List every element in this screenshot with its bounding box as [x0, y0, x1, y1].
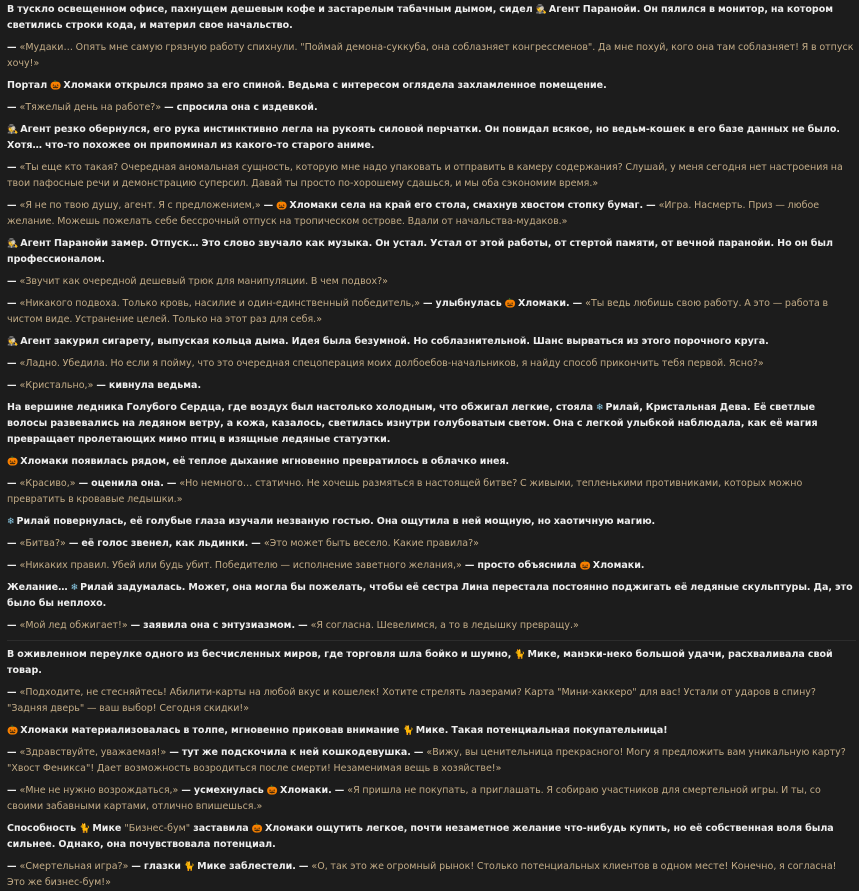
narration-text: — — [7, 620, 20, 631]
agent-icon: 🕵 — [535, 5, 547, 15]
narration-text: В тускло освещенном офисе, пахнущем дешевым кофе и застарелым табачным дымом, сидел — [7, 4, 536, 15]
pumpkin-icon: 🎃 — [504, 299, 516, 309]
narration-text: — — [260, 200, 277, 211]
agent-icon: 🕵 — [7, 337, 19, 347]
paragraph — [7, 476, 856, 508]
paragraph — [7, 821, 856, 853]
paragraph — [7, 723, 856, 739]
narration-text: заставила — [190, 823, 252, 834]
dialogue-quote: «Ты ведь любишь свою работу. А это — работа в чистом виде. Устранение целей. Только на этот раз для себя.» — [7, 298, 829, 325]
paragraph — [7, 236, 856, 268]
narration-text: — её голос звенел, как льдинки. — — [65, 538, 264, 549]
paragraph — [7, 160, 856, 192]
dialogue-quote: «Никаких правил. Убей или будь убит. Победителю — исполнение заветного желания,» — [19, 560, 462, 571]
narration-text: Агент Паранойи замер. Отпуск… Это слово звучало как музыка. Он устал. Устал от этой работы, от стертой памяти, от вечной паранойи. Но он был профессионалом. — [7, 238, 833, 265]
narration-text: — — [7, 861, 20, 872]
dialogue-quote: «Красиво,» — [19, 478, 76, 489]
dialogue-quote: «Но немного… статично. Не хочешь размяться в настоящей битве? С живыми, тепленькими противниками, которых можно превратить в кровавые ледышки.» — [7, 478, 803, 505]
narration-text: Портал — [7, 80, 51, 91]
narration-text: — — [7, 380, 20, 391]
narration-text: — — [7, 162, 20, 173]
paragraph — [7, 198, 856, 230]
dialogue-quote: «Я не по твою душу, агент. Я с предложением,» — [19, 200, 261, 211]
paragraph — [7, 274, 856, 290]
paragraph — [7, 378, 856, 394]
paragraph — [7, 859, 856, 891]
paragraph — [7, 536, 856, 552]
narration-text: Мике. Такая потенциальная покупательница! — [415, 725, 668, 736]
narration-text: — — [7, 298, 20, 309]
narration-text: Хломаки открылся прямо за его спиной. Ведьма с интересом оглядела захламленное помещение. — [63, 80, 607, 91]
paragraph — [7, 400, 856, 448]
narration-text: Агент закурил сигарету, выпуская кольца дыма. Идея была безумной. Но соблазнительной. Шанс вырваться из этого порочного круга. — [20, 336, 769, 347]
narration-text: — — [7, 200, 20, 211]
narration-text: Рилай, Кристальная Дева. Её светлые волосы развевались на ледяном ветру, а кожа, казалось, светилась изнутри голубоватым светом. Она с легкой улыбкой наблюдала, как её магия превращает пролетающих мимо птиц в изящные ледяные статуэтки. — [7, 402, 818, 445]
dialogue-quote: «Смертельная игра?» — [19, 861, 129, 872]
narration-text: Агент Паранойи. Он пялился в монитор, на котором светились строки кода, и материл свое начальство. — [7, 4, 834, 31]
agent-icon: 🕵 — [7, 125, 19, 135]
dialogue-quote: "Бизнес-бум" — [124, 823, 191, 834]
snow-icon: ❄ — [7, 517, 15, 527]
paragraph — [7, 514, 856, 530]
dialogue-quote: «Мудаки… Опять мне самую грязную работу спихнули. "Поймай демона-суккуба, она соблазняет конгрессменов". Да мне похуй, кого она там соблазняет! Я в отпуск хочу!» — [7, 42, 854, 69]
narration-text: Хломаки. — [592, 560, 645, 571]
fox-icon: 🐈 — [402, 726, 414, 736]
narration-text: — — [7, 478, 20, 489]
narration-text: — — [7, 785, 20, 796]
dialogue-quote: «Никакого подвоха. Только кровь, насилие и один-единственный победитель,» — [19, 298, 421, 309]
dialogue-quote: «Игра. Насмерть. Приз — любое желание. Можешь пожелать себе бессрочный отпуск на тропическом острове. Вдали от начальства-мудаков.» — [7, 200, 820, 227]
dialogue-quote: «Ты еще кто такая? Очередная аномальная сущность, которую мне надо упаковать и отправить в камеру содержания? Слушай, у меня сегодня нет настроения на твои пафосные речи и демонстрацию суперсил. Давай ты просто по-хорошему сдашься, и мы оба сэкономим время.» — [7, 162, 843, 189]
narration-text: — — [7, 276, 20, 287]
narration-text: Хломаки ощутить легкое, почти незаметное желание что-нибудь купить, но её собственная воля была сильнее. Однако, она почувствовала потенциал. — [7, 823, 834, 850]
fox-icon: 🐈 — [183, 862, 196, 872]
narration-text: Хломаки села на край его стола, смахнув хвостом стопку бумаг. — — [289, 200, 659, 211]
paragraph — [7, 40, 856, 72]
agent-icon: 🕵 — [7, 239, 19, 249]
dialogue-quote: «Это может быть весело. Какие правила?» — [263, 538, 479, 549]
narration-text: Хломаки. — — [517, 298, 586, 309]
narration-text: — — [7, 747, 20, 758]
narration-text: — оценила она. — — [75, 478, 180, 489]
narration-text: — тут же подскочила к ней кошкодевушка. — — [166, 747, 427, 758]
paragraph — [7, 78, 856, 94]
paragraph — [7, 334, 856, 350]
pumpkin-icon: 🎃 — [276, 201, 288, 211]
narration-text: Мике, манэки-неко большой удачи, расхваливала свой товар. — [7, 649, 833, 676]
narration-text: Рилай повернулась, её голубые глаза изучали незваную гостью. Она ощутила в ней мощную, но хаотичную магию. — [16, 516, 656, 527]
paragraph — [7, 356, 856, 372]
paragraph — [7, 685, 856, 717]
pumpkin-icon: 🎃 — [266, 786, 279, 796]
fox-icon: 🐈 — [79, 824, 91, 834]
narration-text: На вершине ледника Голубого Сердца, где воздух был настолько холодным, что обжигал легкие, стояла — [7, 402, 596, 413]
paragraph — [7, 100, 856, 116]
pumpkin-icon: 🎃 — [50, 81, 62, 91]
dialogue-quote: «Мне не нужно возрождаться,» — [19, 785, 179, 796]
paragraph — [7, 647, 856, 679]
dialogue-quote: «Я согласна. Шевелимся, а то в ледышку превращу.» — [310, 620, 579, 631]
dialogue-quote: «Я пришла не покупать, а приглашать. Я собираю участников для смертельной игры. И ты, со своими забавными картами, отлично впишешься.» — [7, 785, 821, 812]
narration-text: — — [7, 358, 20, 369]
fox-icon: 🐈 — [514, 650, 526, 660]
paragraph — [7, 296, 856, 328]
paragraph — [7, 745, 856, 777]
narration-text: Хломаки материализовалась в толпе, мгновенно приковав внимание — [20, 725, 403, 736]
dialogue-quote: «Тяжелый день на работе?» — [19, 102, 162, 113]
narration-text: В оживленном переулке одного из бесчисленных миров, где торговля шла бойко и шумно, — [7, 649, 515, 660]
dialogue-quote: «Подходите, не стесняйтесь! Абилити-карты на любой вкус и кошелек! Хотите стрелять лазерами? Карта "Мини-хаккеро" для вас! Устали от ударов в спину? "Задняя дверь" — ваш выбор! Сегодня скидки!» — [7, 687, 816, 714]
narration-text: Мике — [92, 823, 125, 834]
paragraph — [7, 580, 856, 612]
narration-text: — — [7, 102, 20, 113]
dialogue-quote: «Здравствуйте, уважаемая!» — [19, 747, 167, 758]
narration-text: — улыбнулась — [420, 298, 505, 309]
paragraph — [7, 2, 856, 34]
narration-text: Хломаки появилась рядом, её теплое дыхание мгновенно превратилось в облачко инея. — [20, 456, 510, 467]
narration-text: Мике заблестели. — — [197, 861, 312, 872]
narration-text: Агент резко обернулся, его рука инстинктивно легла на рукоять силовой перчатки. Он повидал всякое, но ведьм-кошек в его базе данных не было. Хотя… что-то похожее он припоминал из какого-то старого аниме. — [7, 124, 840, 151]
paragraph — [7, 454, 856, 470]
paragraph — [7, 122, 856, 154]
narration-text: Хломаки. — — [280, 785, 348, 796]
narration-text: — глазки — [128, 861, 184, 872]
dialogue-quote: «Кристально,» — [19, 380, 94, 391]
narration-text: Рилай задумалась. Может, она могла бы пожелать, чтобы её сестра Лина перестала постоянно поджигать её ледяные скульптуры. Да, это было бы неплохо. — [7, 582, 853, 609]
pumpkin-icon: 🎃 — [7, 457, 19, 467]
pumpkin-icon: 🎃 — [579, 561, 591, 571]
dialogue-quote: «Вижу, вы ценительница прекрасного! Могу я предложить вам уникальную карту? "Хвост Феникса"! Дает возможность возродиться после смерти! Незаменимая вещь в хозяйстве!» — [7, 747, 846, 774]
narration-text: Желание… — [7, 582, 71, 593]
narration-text: — просто объяснила — [461, 560, 580, 571]
narration-text: — усмехнулась — [178, 785, 267, 796]
dialogue-quote: «Ладно. Убедила. Но если я пойму, что это очередная спецоперация моих долбоебов-начальников, я найду способ прикончить тебя первой. Ясно?» — [19, 358, 764, 369]
dialogue-quote: «Мой лед обжигает!» — [19, 620, 128, 631]
narration-text: — спросила она с издевкой. — [161, 102, 318, 113]
narration-text: — — [7, 42, 20, 53]
pumpkin-icon: 🎃 — [251, 824, 263, 834]
section-divider — [7, 640, 856, 641]
dialogue-quote: «Битва?» — [19, 538, 66, 549]
paragraph — [7, 558, 856, 574]
narration-text: — заявила она с энтузиазмом. — — [127, 620, 311, 631]
pumpkin-icon: 🎃 — [7, 726, 19, 736]
paragraph — [7, 618, 856, 634]
narration-text: — — [7, 687, 20, 698]
narration-text: — кивнула ведьма. — [93, 380, 202, 391]
narration-text: — — [7, 538, 20, 549]
narration-text: — — [7, 560, 20, 571]
snow-icon: ❄ — [70, 583, 79, 593]
snow-icon: ❄ — [596, 403, 604, 413]
dialogue-quote: «Звучит как очередной дешевый трюк для манипуляции. В чем подвох?» — [19, 276, 388, 287]
narration-text: Способность — [7, 823, 80, 834]
dialogue-quote: «О, так это же огромный рынок! Столько потенциальных клиентов в одном месте! Конечно, я согласна! Это же бизнес-бум!» — [7, 861, 837, 888]
paragraph — [7, 783, 856, 815]
